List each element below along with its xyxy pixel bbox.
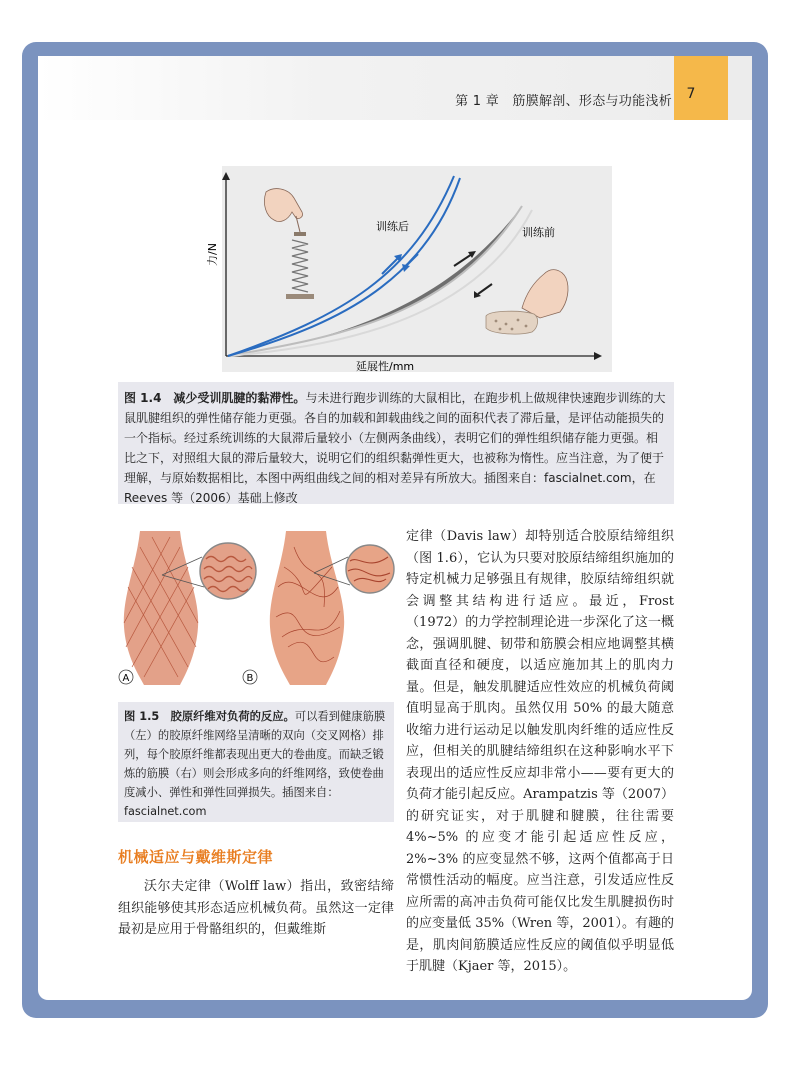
figure-1-4-caption-label: 图 1.4 减少受训肌腱的黏滞性。 [124,391,306,405]
figure-1-4 [206,166,612,373]
running-header [38,56,752,120]
body-paragraph-left: 沃尔夫定律（Wolff law）指出，致密结缔组织能够使其形态适应机械负荷。虽然这一定律最初是应用于骨骼组织的，但戴维斯 [118,879,394,937]
y-axis-label: 力/N [206,243,219,266]
y-axis-arrow [222,172,230,180]
trained-unload-arrowhead [402,264,410,272]
figure-1-5-caption [118,702,394,822]
figure-1-5 [118,527,394,687]
figure-1-5-caption-label: 图 1.5 胶原纤维对负荷的反应。 [124,710,295,723]
untrained-loading-curve [228,206,522,356]
body-paragraph-right: 定律（Davis law）却特别适合胶原结缔组织（图 1.6），它认为只要对胶原结缔组织施加的特定机械力足够强且有规律，胶原结缔组织就会调整其结构进行适应。最近，Frost（1972）的力学控制理论进一步深化了这一概念，强调肌腱、韧带和筋膜会相应地调整其横截面直径和硬度，以适应施加其上的肌肉力量。但是，触发肌腱适应性效应的机械负荷阈值明显高于肌肉。虽然仅用 50% 的最大随意收缩力进行运动足以触发肌肉纤维的适应性反应，但相关的肌腱结缔组织在这种影响水平下表现出的适应性反应却非常小——要有更大的负荷才能引起反应。Arampatzis 等（2007）的研究证实，对于肌腱和腱膜，往往需要 4%~5% 的应变才能引起适应性反应，2%~3% 的应变显然不够，这两个值都高于日常惯性活动的幅度。应当注意，引发适应性反应所需的高冲击负荷可能仅比发生肌腱损伤时的应变量低 35%（Wren 等，2001）。有趣的是，肌肉间筋膜适应性反应的阈值似乎明显低于肌腱（Kjaer 等，2015）。 [406,529,674,974]
finger-sponge-illustration [486,270,568,334]
panel-b-label: B [246,673,254,684]
page-number: 7 [686,86,696,102]
finger-spring-illustration [264,189,314,299]
chapter-title: 第 1 章 筋膜解剖、形态与功能浅析 [455,94,672,109]
section-heading: 机械适应与戴维斯定律 [118,848,274,866]
collagen-network-illustration [118,527,394,687]
panel-a-label: A [122,673,130,684]
figure-1-4-caption-text: 与未进行跑步训练的大鼠相比，在跑步机上做规律快速跑步训练的大鼠肌腱组织的弹性储存能力更强。各自的加载和卸载曲线之间的面积代表了滞后量，是评估动能损失的一个指标。经过系统训练的大鼠滞后量较小（左侧两条曲线），表明它们的弹性组织储存能力更强。相比之下，对照组大鼠的滞后量较大，说明它们的组织黏弹性更大，也被称为惰性。应当注意，为了便于理解，与原始数据相比，本图中两组曲线之间的相对差异有所放大。插图来自：fascialnet.com，在 Reeves 等（2006）基础上修改 [124,391,666,505]
healthy-fiber-detail [200,543,256,599]
x-axis-arrow [594,352,602,360]
untrained-fascia-shape [270,531,344,685]
x-axis-label: 延展性/mm [356,360,415,373]
untrained-unload-arrow [478,284,492,294]
body-text-left [118,876,394,941]
trained-loading-curve [228,176,454,356]
untrained-label: 训练前 [522,226,555,239]
figure-1-4-caption [118,382,674,504]
trained-unloading-curve [228,178,460,356]
figure-1-5-caption-text: 可以看到健康筋膜（左）的胶原纤维网络呈清晰的双向（交叉网格）排列，每个胶原纤维都表现出更大的卷曲度。而缺乏锻炼的筋膜（右）则会形成多向的纤维网络，致使卷曲度减小、弹性和弹性回弹损失。插图来自：fascialnet.com [124,710,386,818]
body-text-right [406,526,674,978]
trained-label: 训练后 [376,220,409,233]
untrained-hysteresis-area [228,206,522,356]
hysteresis-diagram [206,166,612,373]
trained-unload-arrow [406,254,418,266]
